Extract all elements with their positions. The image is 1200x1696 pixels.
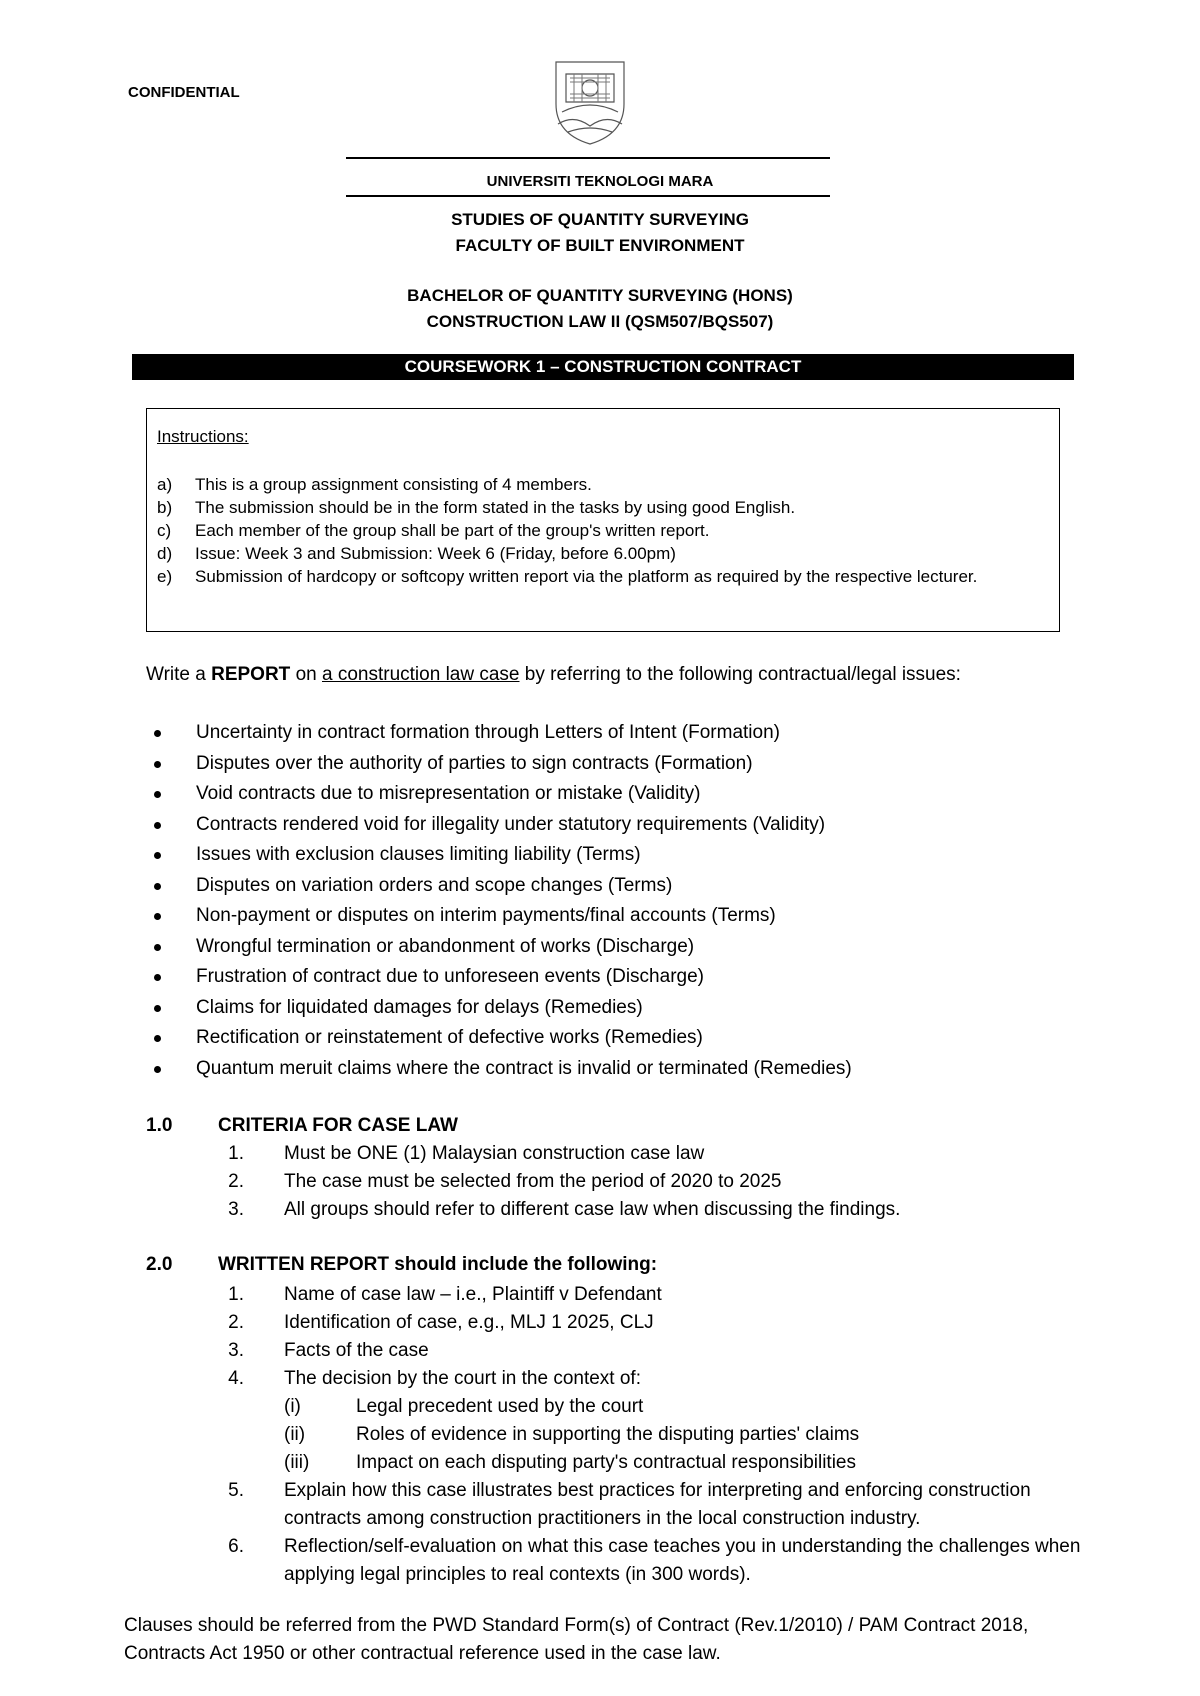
issue-item xyxy=(146,781,852,812)
coursework-banner: COURSEWORK 1 – CONSTRUCTION CONTRACT xyxy=(132,354,1074,380)
section1-number: 1.0 xyxy=(146,1115,173,1136)
issue-item xyxy=(146,842,852,873)
course-title: CONSTRUCTION LAW II (QSM507/BQS507) xyxy=(426,312,774,331)
report-item xyxy=(222,1281,1090,1309)
intro-text: Write a xyxy=(146,664,212,685)
report-item xyxy=(222,1337,1090,1365)
report-item xyxy=(222,1533,1090,1589)
subitem-number: (iii) xyxy=(284,1452,310,1473)
section2-list xyxy=(222,1281,1090,1589)
issue-item xyxy=(146,934,852,965)
issue-text: Non-payment or disputes on interim payments/final accounts (Terms) xyxy=(196,905,776,926)
issue-item xyxy=(146,903,852,934)
header-rule-bottom xyxy=(346,195,830,197)
instruction-text: Each member of the group shall be part of the group's written report. xyxy=(195,521,710,540)
bullet-icon xyxy=(154,1066,161,1073)
criteria-item xyxy=(222,1140,1022,1168)
issue-text: Void contracts due to misrepresentation or mistake (Validity) xyxy=(196,783,701,804)
criteria-item xyxy=(222,1196,1022,1224)
section1-list xyxy=(222,1140,1022,1224)
instructions-title: Instructions: xyxy=(157,427,249,446)
report-item xyxy=(222,1365,1090,1477)
issue-text: Quantum meruit claims where the contract is invalid or terminated (Remedies) xyxy=(196,1057,852,1079)
bullet-icon xyxy=(154,730,161,737)
decision-sublist xyxy=(284,1393,1090,1477)
instructions-list xyxy=(157,473,1047,588)
header-rule-top xyxy=(346,157,830,159)
subitem-text: Roles of evidence in supporting the disputing parties' claims xyxy=(356,1424,860,1445)
item-text: The case must be selected from the period of 2020 to 2025 xyxy=(284,1171,782,1192)
intro-text: on xyxy=(290,664,322,685)
item-number: 5. xyxy=(228,1480,244,1501)
subitem-number: (ii) xyxy=(284,1424,306,1445)
instruction-text: Submission of hardcopy or softcopy written report via the platform as required by the respective lecturer. xyxy=(195,567,978,586)
bullet-icon xyxy=(154,822,161,829)
intro-text: by referring to the following contractual/legal issues: xyxy=(519,664,961,685)
issues-list xyxy=(146,720,852,1086)
report-intro xyxy=(146,664,961,686)
issue-text: Contracts rendered void for illegality under statutory requirements (Validity) xyxy=(196,813,826,835)
issue-item xyxy=(146,720,852,751)
bullet-icon xyxy=(154,852,161,859)
issue-text: Disputes on variation orders and scope changes (Terms) xyxy=(196,874,673,896)
confidential-label: CONFIDENTIAL xyxy=(128,84,240,101)
instruction-letter: a) xyxy=(157,475,173,494)
university-name: UNIVERSITI TEKNOLOGI MARA xyxy=(486,173,714,190)
bullet-icon xyxy=(154,883,161,890)
faculty-title: FACULTY OF BUILT ENVIRONMENT xyxy=(455,236,745,255)
subitem-text: Impact on each disputing party's contractual responsibilities xyxy=(356,1452,857,1473)
issue-item xyxy=(146,812,852,843)
section2-number: 2.0 xyxy=(146,1254,173,1275)
decision-subitem xyxy=(284,1393,1090,1421)
section1-title: CRITERIA FOR CASE LAW xyxy=(218,1115,458,1136)
issue-text: Wrongful termination or abandonment of works (Discharge) xyxy=(196,935,695,957)
studies-title: STUDIES OF QUANTITY SURVEYING xyxy=(451,210,749,229)
bullet-icon xyxy=(154,913,161,920)
bullet-icon xyxy=(154,974,161,981)
item-text: Name of case law – i.e., Plaintiff v Defendant xyxy=(284,1284,662,1305)
item-text: The decision by the court in the context of: xyxy=(284,1368,641,1389)
subitem-text: Legal precedent used by the court xyxy=(356,1396,644,1417)
issue-item xyxy=(146,964,852,995)
instruction-item xyxy=(157,496,1047,519)
issue-text: Issues with exclusion clauses limiting liability (Terms) xyxy=(196,844,641,865)
item-text: Reflection/self-evaluation on what this case teaches you in understanding the challenges when applying legal principles to real contexts (in 300 words). xyxy=(284,1536,1081,1585)
item-number: 3. xyxy=(228,1340,244,1361)
report-item xyxy=(222,1309,1090,1337)
issue-item xyxy=(146,751,852,782)
item-text: Explain how this case illustrates best practices for interpreting and enforcing construction contracts among construction practitioners in the local construction industry. xyxy=(284,1480,1031,1529)
subitem-number: (i) xyxy=(284,1396,301,1417)
instructions-box xyxy=(146,408,1060,632)
decision-subitem xyxy=(284,1421,1090,1449)
instruction-text: The submission should be in the form stated in the tasks by using good English. xyxy=(195,498,796,517)
issue-text: Uncertainty in contract formation through Letters of Intent (Formation) xyxy=(196,722,780,743)
decision-subitem xyxy=(284,1449,1090,1477)
instruction-item xyxy=(157,565,1047,588)
intro-underlined: a construction law case xyxy=(322,664,520,685)
item-text: Must be ONE (1) Malaysian construction case law xyxy=(284,1143,705,1164)
item-number: 1. xyxy=(228,1284,244,1305)
item-text: All groups should refer to different case law when discussing the findings. xyxy=(284,1199,901,1220)
item-number: 6. xyxy=(228,1536,244,1557)
item-number: 4. xyxy=(228,1368,244,1389)
bullet-icon xyxy=(154,1035,161,1042)
instruction-letter: e) xyxy=(157,567,173,586)
section2-title: WRITTEN REPORT should include the following: xyxy=(218,1254,658,1275)
instruction-letter: b) xyxy=(157,498,173,517)
instruction-item xyxy=(157,542,1047,565)
instruction-item xyxy=(157,473,1047,496)
report-item xyxy=(222,1477,1090,1533)
bullet-icon xyxy=(154,1005,161,1012)
instruction-item xyxy=(157,519,1047,542)
intro-bold: REPORT xyxy=(211,664,291,685)
criteria-item xyxy=(222,1168,1022,1196)
item-text: Facts of the case xyxy=(284,1340,429,1361)
issue-text: Frustration of contract due to unforeseen events (Discharge) xyxy=(196,966,704,987)
issue-text: Claims for liquidated damages for delays (Remedies) xyxy=(196,996,643,1018)
item-number: 2. xyxy=(228,1171,244,1192)
clauses-note: Clauses should be referred from the PWD Standard Form(s) of Contract (Rev.1/2010) / PAM Contract 2018, Contracts Act 1950 or other contractual reference used in the case law. xyxy=(124,1615,1029,1664)
item-number: 1. xyxy=(228,1143,244,1164)
issue-text: Rectification or reinstatement of defective works (Remedies) xyxy=(196,1027,703,1048)
issue-item xyxy=(146,873,852,904)
issue-text: Disputes over the authority of parties to sign contracts (Formation) xyxy=(196,752,753,774)
bullet-icon xyxy=(154,944,161,951)
issue-item xyxy=(146,1025,852,1056)
item-number: 3. xyxy=(228,1199,244,1220)
bullet-icon xyxy=(154,761,161,768)
university-crest-icon xyxy=(548,54,632,148)
bullet-icon xyxy=(154,791,161,798)
issue-item xyxy=(146,995,852,1026)
instruction-text: This is a group assignment consisting of 4 members. xyxy=(195,475,592,494)
item-text: Identification of case, e.g., MLJ 1 2025, CLJ xyxy=(284,1312,654,1333)
programme-title: BACHELOR OF QUANTITY SURVEYING (HONS) xyxy=(407,286,793,305)
item-number: 2. xyxy=(228,1312,244,1333)
issue-item xyxy=(146,1056,852,1087)
instruction-text: Issue: Week 3 and Submission: Week 6 (Friday, before 6.00pm) xyxy=(195,544,676,563)
instruction-letter: c) xyxy=(157,521,172,540)
instruction-letter: d) xyxy=(157,544,173,563)
